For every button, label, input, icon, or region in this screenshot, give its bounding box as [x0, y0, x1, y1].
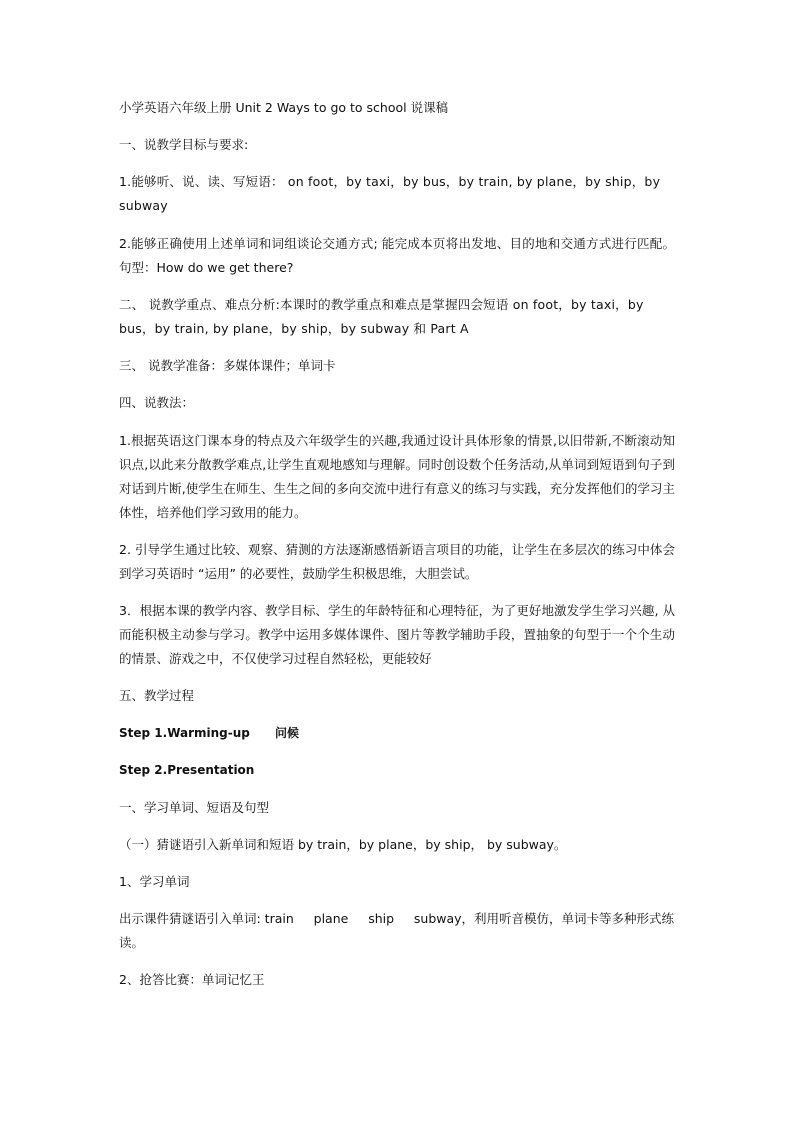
section-1-item-1: 1.能够听、说、读、写短语： on foot，by taxi，by bus，by train, by plane，by ship，by subway [119, 174, 661, 213]
section-4-item-2: 2. 引导学生通过比较、观察、猜测的方法逐渐感悟新语言项目的功能，让学生在多层次的练习中体会到学习英语时 “运用” 的必要性，鼓励学生积极思维，大胆尝试。 [119, 542, 675, 581]
section-2-key-points: 二、 说教学重点、难点分析:本课时的教学重点和难点是掌握四会短语 on foot，by taxi，by bus，by train, by plane，by ship，by subway 和 Part A [119, 297, 644, 336]
document-title: 小学英语六年级上册 Unit 2 Ways to go to school 说课稿 [119, 100, 449, 115]
section-4-heading: 四、说教法： [119, 395, 195, 410]
section-4-item-1: 1.根据英语这门课本身的特点及六年级学生的兴趣,我通过设计具体形象的情景,以旧带新,不断滚动知识点,以此来分散教学难点,让学生直观地感知与理解。同时创设数个任务活动,从单词到短语到句子到对话到片断,使学生在师生、生生之间的多向交流中进行有意义的练习与实践，充分发挥他们的学习主体性，培养他们学习致用的能力。 [119, 433, 675, 520]
item-1-heading: 1、学习单词 [119, 874, 190, 889]
item-1-body: 出示课件猜谜语引入单词: train plane ship subway，利用听音模仿，单词卡等多种形式练读。 [119, 911, 675, 950]
section-3-preparation: 三、 说教学准备：多媒体课件；单词卡 [119, 358, 336, 373]
subsection-1-intro: （一）猜谜语引入新单词和短语 by train，by plane，by ship， by subway。 [119, 837, 567, 852]
step-1-warming-up: Step 1.Warming-up 问候 [119, 726, 299, 740]
section-4-item-3: 3．根据本课的教学内容、教学目标、学生的年龄特征和心理特征，为了更好地激发学生学习兴趣, 从而能积极主动参与学习。教学中运用多媒体课件、图片等教学辅助手段，置抽象的句型于一个个生动的情景、游戏之中，不仅使学习过程自然轻松，更能较好 [119, 603, 675, 666]
step-2-presentation: Step 2.Presentation [119, 763, 255, 777]
section-1-item-2: 2.能够正确使用上述单词和词组谈论交通方式; 能完成本页将出发地、目的地和交通方式进行匹配。句型：How do we get there? [119, 236, 675, 275]
section-5-heading: 五、教学过程 [119, 688, 195, 703]
section-1-heading: 一、说教学目标与要求: [119, 137, 249, 152]
item-2-heading: 2、抢答比赛：单词记忆王 [119, 972, 265, 987]
subsection-1-heading: 一、学习单词、短语及句型 [119, 800, 270, 815]
